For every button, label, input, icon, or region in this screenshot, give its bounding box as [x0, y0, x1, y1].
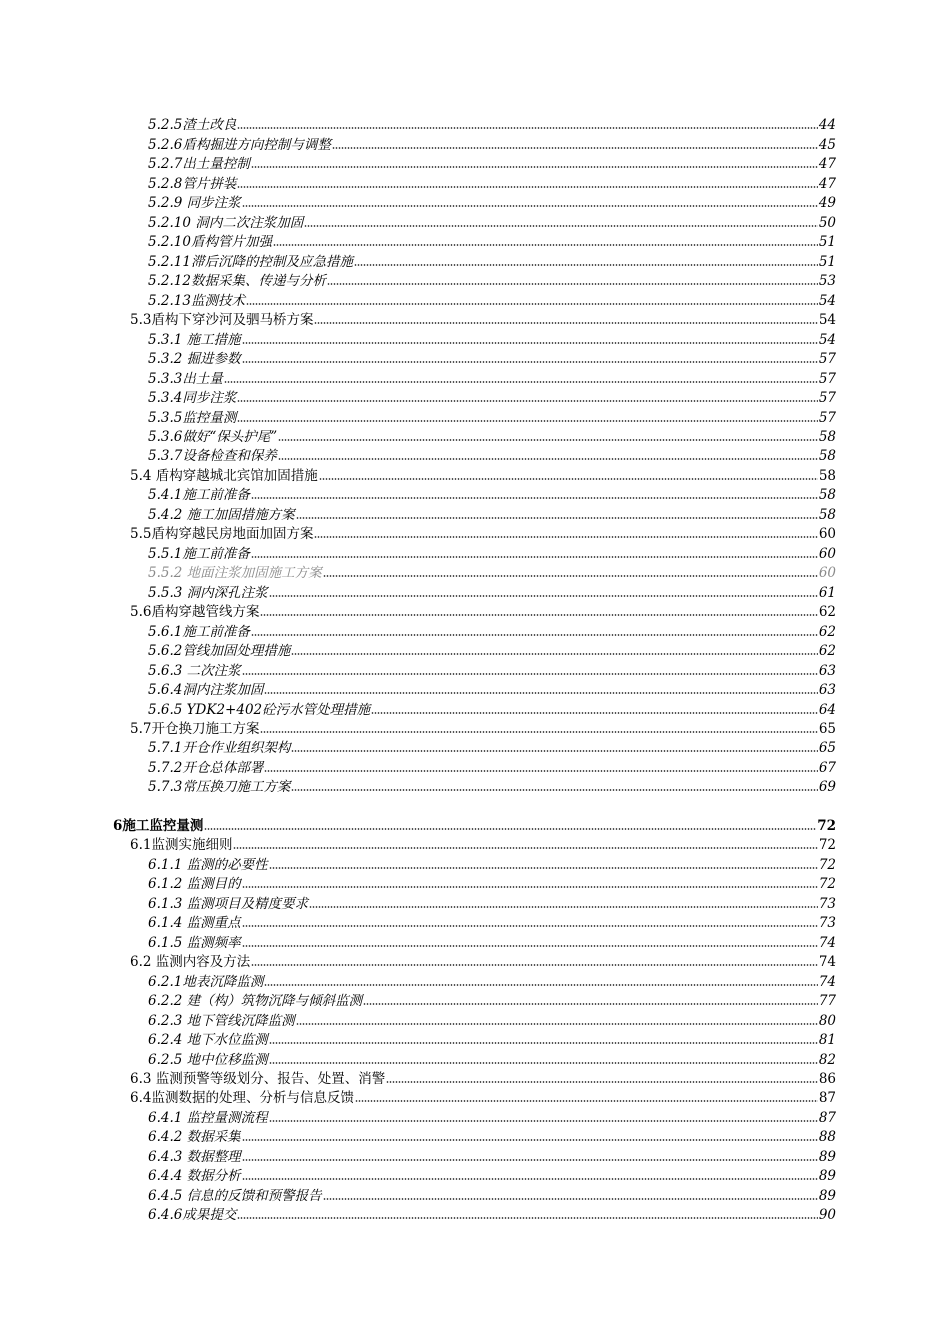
dot-leader — [251, 496, 818, 500]
toc-entry[interactable] — [0, 601, 950, 620]
toc-entry[interactable] — [0, 562, 950, 581]
toc-entry[interactable] — [0, 1106, 950, 1125]
toc-entry-title: 5.6.5 YDK2+402砼污水管处理措施 — [148, 701, 371, 718]
toc-entry[interactable] — [0, 231, 950, 250]
dot-leader — [323, 1197, 818, 1201]
toc-entry-title: 5.2.10盾构管片加强 — [148, 234, 272, 251]
toc-entry-title: 5.3.5监控量测 — [148, 409, 237, 426]
toc-entry-page-number: 73 — [818, 915, 836, 932]
dot-leader — [291, 749, 817, 753]
toc-entry[interactable] — [0, 853, 950, 872]
toc-entry-title: 5.3.3出土量 — [148, 370, 223, 387]
dot-leader — [269, 1041, 818, 1045]
dot-leader — [309, 905, 818, 909]
dot-leader — [260, 730, 817, 734]
dot-leader — [242, 885, 818, 889]
toc-entry[interactable] — [0, 1184, 950, 1203]
dot-leader — [323, 574, 818, 578]
dot-leader — [242, 1138, 818, 1142]
toc-entry-page-number: 73 — [818, 895, 836, 912]
toc-gap — [0, 795, 950, 814]
dot-leader — [251, 165, 818, 169]
toc-entry-page-number: 51 — [818, 253, 836, 270]
toc-entry-title: 6.3 监测预警等级划分、报告、处置、消警 — [130, 1070, 386, 1087]
toc-entry-title: 5.5.1施工前准备 — [148, 545, 250, 562]
toc-entry-page-number: 60 — [818, 545, 836, 562]
dot-leader — [269, 866, 818, 870]
toc-entry[interactable] — [0, 892, 950, 911]
toc-entry[interactable] — [0, 620, 950, 639]
toc-entry[interactable] — [0, 1048, 950, 1067]
toc-entry-title: 6.4.4 数据分析 — [148, 1168, 241, 1185]
toc-entry[interactable] — [0, 679, 950, 698]
toc-entry-page-number: 67 — [818, 759, 836, 776]
toc-entry-title: 5.2.5渣土改良 — [148, 117, 237, 134]
toc-entry-title: 5.4.1施工前准备 — [148, 487, 250, 504]
toc-entry-page-number: 74 — [818, 934, 836, 951]
dot-leader — [237, 1216, 817, 1220]
dot-leader — [260, 613, 817, 617]
toc-entry-page-number: 47 — [818, 156, 836, 173]
toc-entry-title: 6.1.4 监测重点 — [148, 915, 241, 932]
toc-entry-page-number: 88 — [818, 1129, 836, 1146]
dot-leader — [251, 963, 818, 967]
dot-leader — [296, 516, 818, 520]
toc-entry[interactable] — [0, 873, 950, 892]
toc-entry-title: 5.6.2管线加固处理措施 — [148, 643, 291, 660]
toc-entry[interactable] — [0, 484, 950, 503]
toc-entry[interactable] — [0, 542, 950, 561]
toc-entry[interactable] — [0, 406, 950, 425]
dot-leader — [278, 457, 818, 461]
toc-entry[interactable] — [0, 581, 950, 600]
toc-entry-page-number: 77 — [818, 993, 836, 1010]
toc-entry-page-number: 86 — [818, 1070, 836, 1087]
toc-entry[interactable] — [0, 133, 950, 152]
dot-leader — [242, 204, 818, 208]
toc-section-5 — [0, 114, 950, 795]
toc-entry-title: 5.2.13监测技术 — [148, 292, 245, 309]
toc-entry[interactable] — [0, 1145, 950, 1164]
toc-entry[interactable] — [0, 348, 950, 367]
toc-entry[interactable] — [0, 1165, 950, 1184]
toc-entry-page-number: 72 — [818, 876, 836, 893]
dot-leader — [251, 555, 818, 559]
toc-entry-page-number: 60 — [818, 565, 836, 582]
dot-leader — [314, 321, 817, 325]
toc-entry-title: 6.2.4 地下水位监测 — [148, 1032, 268, 1049]
toc-entry-page-number: 62 — [818, 623, 836, 640]
toc-entry-page-number: 57 — [818, 390, 836, 407]
dot-leader — [242, 360, 818, 364]
toc-entry-title: 5.3.2 掘进参数 — [148, 351, 241, 368]
toc-entry-page-number: 54 — [818, 292, 836, 309]
toc-entry-title: 6.2 监测内容及方法 — [130, 954, 251, 971]
dot-leader — [237, 399, 817, 403]
toc-entry[interactable] — [0, 776, 950, 795]
toc-entry-title: 5.3.6做好“保头护尾” — [148, 428, 278, 445]
toc-entry[interactable] — [0, 328, 950, 347]
dot-leader — [242, 672, 818, 676]
toc-entry[interactable] — [0, 426, 950, 445]
dot-leader — [242, 341, 818, 345]
toc-entry[interactable] — [0, 153, 950, 172]
toc-entry-page-number: 44 — [818, 117, 836, 134]
toc-entry-page-number: 45 — [818, 136, 836, 153]
toc-entry-page-number: 65 — [818, 740, 836, 757]
toc-entry-title: 6.4监测数据的处理、分析与信息反馈 — [130, 1090, 354, 1107]
dot-leader — [355, 1099, 818, 1103]
toc-entry[interactable] — [0, 659, 950, 678]
toc-entry[interactable] — [0, 309, 950, 328]
dot-leader — [237, 126, 817, 130]
toc-entry[interactable] — [0, 211, 950, 230]
toc-entry[interactable] — [0, 270, 950, 289]
toc-entry[interactable] — [0, 172, 950, 191]
dot-leader — [363, 1002, 818, 1006]
toc-entry-page-number: 57 — [818, 409, 836, 426]
toc-entry[interactable] — [0, 718, 950, 737]
dot-leader — [264, 691, 817, 695]
toc-entry[interactable] — [0, 756, 950, 775]
toc-entry-page-number: 89 — [818, 1148, 836, 1165]
toc-entry[interactable] — [0, 970, 950, 989]
dot-leader — [224, 380, 818, 384]
toc-entry-title: 6.2.1地表沉降监测 — [148, 973, 264, 990]
dot-leader — [296, 1022, 818, 1026]
toc-entry[interactable] — [0, 931, 950, 950]
toc-entry-page-number: 62 — [818, 643, 836, 660]
dot-leader — [269, 1061, 818, 1065]
toc-entry-page-number: 63 — [818, 682, 836, 699]
toc-entry[interactable] — [0, 834, 950, 853]
toc-entry-page-number: 54 — [818, 331, 836, 348]
toc-entry-title: 6.1监测实施细则 — [130, 837, 233, 854]
toc-entry[interactable] — [0, 1009, 950, 1028]
toc-entry-title: 6.2.2 建（构）筑物沉降与倾斜监测 — [148, 993, 363, 1010]
toc-entry-page-number: 61 — [818, 584, 836, 601]
toc-entry[interactable] — [0, 1204, 950, 1223]
dot-leader — [278, 438, 818, 442]
toc-entry-title: 5.7.1开仓作业组织架构 — [148, 740, 291, 757]
toc-section-6 — [0, 814, 950, 1223]
dot-leader — [332, 146, 818, 150]
dot-leader — [386, 1080, 818, 1084]
toc-entry-title: 5.6.1施工前准备 — [148, 623, 250, 640]
toc-entry-page-number: 74 — [818, 954, 836, 971]
toc-entry-title: 5.4.2 施工加固措施方案 — [148, 506, 295, 523]
table-of-contents — [0, 114, 950, 1223]
toc-entry-page-number: 60 — [818, 526, 836, 543]
toc-entry-title: 5.6.3 二次注浆 — [148, 662, 241, 679]
toc-entry-page-number: 87 — [818, 1109, 836, 1126]
toc-entry-page-number: 81 — [818, 1032, 836, 1049]
toc-entry-title: 5.2.8管片拼装 — [148, 175, 237, 192]
toc-entry[interactable] — [0, 951, 950, 970]
toc-entry-title: 5.3盾构下穿沙河及驷马桥方案 — [130, 312, 314, 329]
toc-entry[interactable] — [0, 114, 950, 133]
toc-entry-page-number: 62 — [818, 604, 836, 621]
toc-entry-page-number: 58 — [818, 487, 836, 504]
toc-entry-title: 5.5.2 地面注浆加固施工方案 — [148, 565, 322, 582]
toc-entry-title: 6.1.5 监测频率 — [148, 934, 241, 951]
dot-leader — [273, 243, 818, 247]
toc-entry-title: 5.2.9 同步注浆 — [148, 195, 241, 212]
toc-entry[interactable] — [0, 1068, 950, 1087]
toc-entry-title: 6.2.3 地下管线沉降监测 — [148, 1012, 295, 1029]
toc-entry-title: 6.1.3 监测项目及精度要求 — [148, 895, 309, 912]
dot-leader — [237, 185, 817, 189]
dot-leader — [264, 769, 817, 773]
toc-entry-title: 5.2.7出土量控制 — [148, 156, 250, 173]
toc-entry-title: 6施工监控量测 — [113, 817, 204, 834]
dot-leader — [246, 302, 818, 306]
toc-entry[interactable] — [0, 523, 950, 542]
toc-entry[interactable] — [0, 814, 950, 833]
toc-entry-page-number: 57 — [818, 351, 836, 368]
toc-entry-title: 6.1.2 监测目的 — [148, 876, 241, 893]
toc-entry[interactable] — [0, 1087, 950, 1106]
toc-entry-page-number: 74 — [818, 973, 836, 990]
toc-entry-title: 5.7.3常压换刀施工方案 — [148, 779, 291, 796]
toc-entry-title: 5.3.7设备检查和保养 — [148, 448, 277, 465]
toc-entry-title: 5.4 盾构穿越城北宾馆加固措施 — [130, 467, 318, 484]
toc-entry-title: 6.2.5 地中位移监测 — [148, 1051, 268, 1068]
toc-entry-title: 5.3.1 施工措施 — [148, 331, 241, 348]
toc-entry-page-number: 82 — [818, 1051, 836, 1068]
toc-entry-page-number: 64 — [818, 701, 836, 718]
dot-leader — [242, 944, 818, 948]
toc-entry-title: 5.5.3 洞内深孔注浆 — [148, 584, 268, 601]
dot-leader — [319, 477, 818, 481]
toc-entry-page-number: 90 — [818, 1207, 836, 1224]
toc-entry-page-number: 72 — [818, 856, 836, 873]
dot-leader — [354, 263, 818, 267]
toc-entry-page-number: 89 — [818, 1168, 836, 1185]
toc-entry[interactable] — [0, 1126, 950, 1145]
toc-entry-page-number: 47 — [818, 175, 836, 192]
toc-entry-title: 6.4.6成果提交 — [148, 1207, 237, 1224]
toc-entry-title: 6.4.2 数据采集 — [148, 1129, 241, 1146]
toc-entry-title: 5.5盾构穿越民房地面加固方案 — [130, 526, 314, 543]
toc-entry-page-number: 63 — [818, 662, 836, 679]
dot-leader — [264, 983, 817, 987]
toc-entry-title: 5.7开仓换刀施工方案 — [130, 721, 260, 737]
toc-entry[interactable] — [0, 912, 950, 931]
toc-entry-title: 6.4.1 监控量测流程 — [148, 1109, 268, 1126]
toc-entry[interactable] — [0, 698, 950, 717]
toc-entry-title: 6.4.3 数据整理 — [148, 1148, 241, 1165]
dot-leader — [291, 788, 817, 792]
toc-entry-title: 5.3.4同步注浆 — [148, 390, 237, 407]
toc-entry-page-number: 87 — [818, 1090, 836, 1107]
dot-leader — [242, 1177, 818, 1181]
toc-entry-page-number: 58 — [818, 448, 836, 465]
toc-entry-page-number: 58 — [818, 467, 836, 484]
toc-entry-page-number: 89 — [818, 1187, 836, 1204]
toc-entry[interactable] — [0, 250, 950, 269]
dot-leader — [204, 827, 816, 831]
toc-entry[interactable] — [0, 367, 950, 386]
dot-leader — [237, 419, 817, 423]
dot-leader — [269, 594, 818, 598]
toc-entry[interactable] — [0, 1029, 950, 1048]
toc-entry-page-number: 50 — [818, 214, 836, 231]
toc-entry-page-number: 51 — [818, 234, 836, 251]
toc-entry-page-number: 72 — [817, 817, 836, 834]
toc-entry-page-number: 53 — [818, 273, 836, 290]
toc-entry-page-number: 69 — [818, 779, 836, 796]
toc-entry-title: 6.1.1 监测的必要性 — [148, 856, 268, 873]
toc-entry[interactable] — [0, 192, 950, 211]
toc-entry-title: 5.6盾构穿越管线方案 — [130, 604, 260, 621]
toc-entry-page-number: 65 — [818, 721, 836, 737]
toc-entry-title: 5.7.2开仓总体部署 — [148, 759, 264, 776]
dot-leader — [251, 633, 818, 637]
dot-leader — [327, 282, 818, 286]
toc-entry[interactable] — [0, 464, 950, 483]
toc-entry-page-number: 72 — [818, 837, 836, 854]
dot-leader — [304, 224, 818, 228]
dot-leader — [314, 535, 817, 539]
toc-entry-page-number: 58 — [818, 428, 836, 445]
dot-leader — [291, 652, 817, 656]
toc-entry-title: 6.4.5 信息的反馈和预警报告 — [148, 1187, 322, 1204]
dot-leader — [242, 924, 818, 928]
toc-entry[interactable] — [0, 289, 950, 308]
toc-entry-title: 5.2.12数据采集、传递与分析 — [148, 273, 326, 290]
toc-entry[interactable] — [0, 387, 950, 406]
toc-entry-title: 5.2.10 洞内二次注浆加固 — [148, 214, 304, 231]
toc-entry-page-number: 49 — [818, 195, 836, 212]
toc-entry-page-number: 54 — [818, 312, 836, 329]
dot-leader — [269, 1119, 818, 1123]
dot-leader — [242, 1158, 818, 1162]
dot-leader — [371, 711, 818, 715]
toc-entry-title: 5.2.6盾构掘进方向控制与调整 — [148, 136, 331, 153]
toc-entry[interactable] — [0, 640, 950, 659]
toc-entry-page-number: 57 — [818, 370, 836, 387]
toc-entry[interactable] — [0, 737, 950, 756]
dot-leader — [233, 846, 817, 850]
toc-entry-page-number: 58 — [818, 506, 836, 523]
toc-entry[interactable] — [0, 990, 950, 1009]
toc-entry[interactable] — [0, 445, 950, 464]
toc-entry[interactable] — [0, 503, 950, 522]
toc-entry-title: 5.6.4洞内注浆加固 — [148, 682, 264, 699]
toc-entry-page-number: 80 — [818, 1012, 836, 1029]
toc-entry-title: 5.2.11滞后沉降的控制及应急措施 — [148, 253, 353, 270]
